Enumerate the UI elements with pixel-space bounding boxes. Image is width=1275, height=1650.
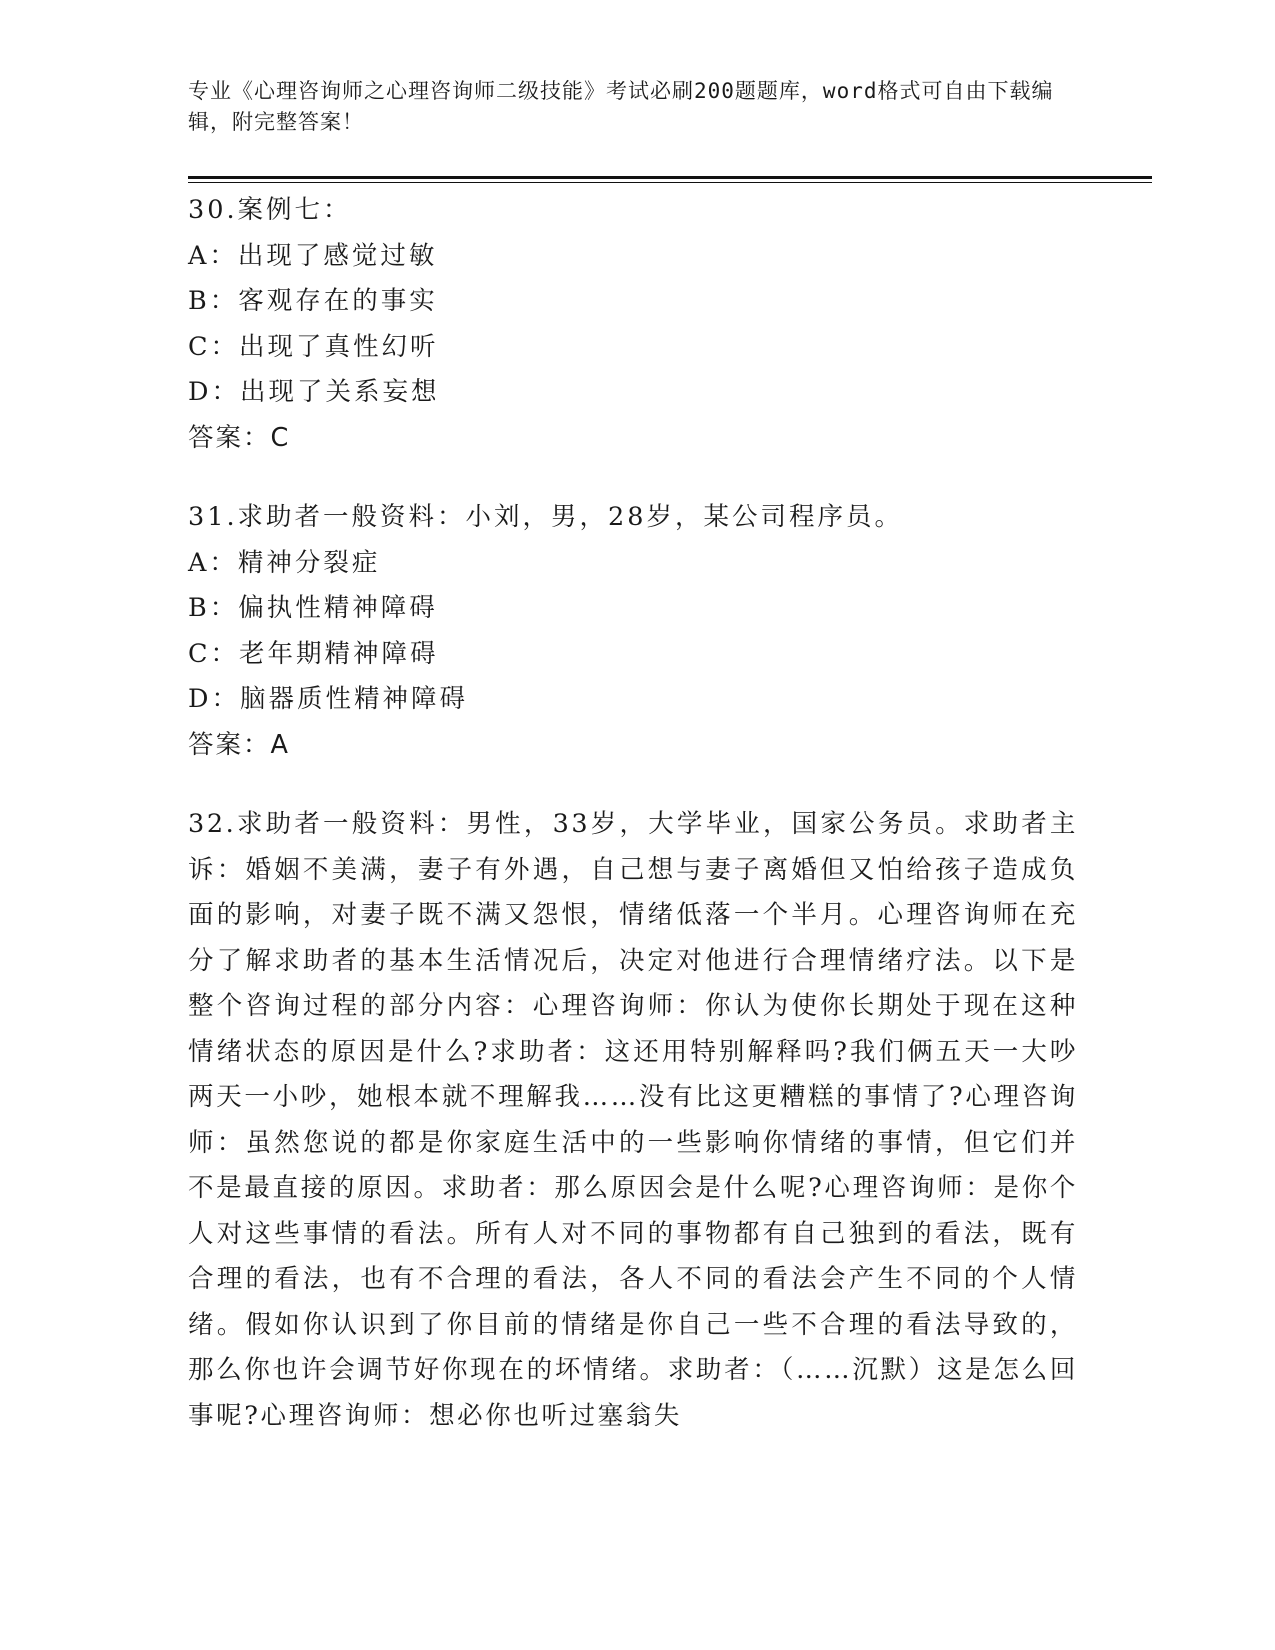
document-header-description: 专业《心理咨询师之心理咨询师二级技能》考试必刷200题题库，word格式可自由下载编辑，附完整答案！ [188, 79, 1054, 134]
option-c: C：老年期精神障碍 [188, 638, 439, 669]
option-d: D：脑器质性精神障碍 [188, 684, 468, 714]
question-item [188, 802, 1078, 1439]
option-d: D：出现了关系妄想 [188, 377, 440, 407]
header-divider-thick [188, 176, 1152, 179]
question-list [188, 188, 1078, 1473]
answer-line: 答案：A [188, 729, 290, 760]
question-stem: 30.案例七： [188, 195, 352, 225]
header-divider-thin [188, 182, 1152, 183]
option-c: C：出现了真性幻听 [188, 331, 439, 362]
option-b: B：偏执性精神障碍 [188, 593, 438, 623]
question-stem: 32.求助者一般资料：男性，33岁，大学毕业，国家公务员。求助者主诉：婚姻不美满，妻子有外遇，自己想与妻子离婚但又怕给孩子造成负面的影响，对妻子既不满又怨恨，情绪低落一个半月。心理咨询师在充分了解求助者的基本生活情况后，决定对他进行合理情绪疗法。以下是整个咨询过程的部分内容：心理咨询师：你认为使你长期处于现在这种情绪状态的原因是什么?求助者：这还用特别解释吗?我们俩五天一大吵两天一小吵，她根本就不理解我……没有比这更糟糕的事情了?心理咨询师：虽然您说的都是你家庭生活中的一些影响你情绪的事情，但它们并不是最直接的原因。求助者：那么原因会是什么呢?心理咨询师：是你个人对这些事情的看法。所有人对不同的事物都有自己独到的看法，既有合理的看法，也有不合理的看法，各人不同的看法会产生不同的个人情绪。假如你认识到了你目前的情绪是你自己一些不合理的看法导致的，那么你也许会调节好你现在的坏情绪。求助者：（……沉默）这是怎么回事呢?心理咨询师：想必你也听过塞翁失 [188, 809, 1078, 1431]
question-item [188, 495, 1078, 768]
answer-line: 答案：C [188, 422, 291, 453]
option-b: B：客观存在的事实 [188, 286, 438, 316]
option-a: A：精神分裂症 [188, 547, 381, 578]
question-item [188, 188, 1078, 461]
question-stem: 31.求助者一般资料：小刘，男，28岁，某公司程序员。 [188, 502, 904, 532]
option-a: A：出现了感觉过敏 [188, 240, 438, 271]
